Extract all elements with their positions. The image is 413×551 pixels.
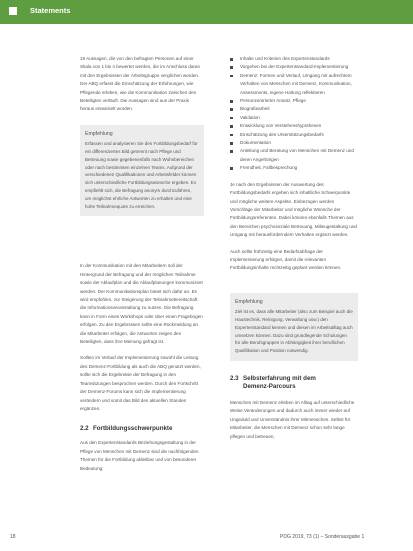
right-column [230,55,358,441]
list-item: Dokumentation [230,139,358,147]
list-item: Validation [230,114,358,122]
section-heading [80,425,204,433]
header-bar [0,0,413,24]
section-number: 2.2 [80,425,89,433]
paragraph: Aus den Expertenstandards Beziehungsgestaltung in der Pflege von Menschen mit Demenz sind die nachfolgenden Themen für die Fortbildung ableitbar und von besonderer Bedeutung: [80,440,199,471]
topic-list [230,55,358,173]
paragraph: In der Kommunikation mit den Mitarbeitern soll der Hintergrund der Befragung und der möglichen Teilnahme sowie der Ablaufplan und die Ablaufplanungen kommuniziert werden. Der Kommunikationsplan bietet sich dafür an. Es wird empfohlen, zur Steigerung der Teilnahmebereitschaft die Informationsveranstaltung zu nutzen. Die Befragung kann in Form eines Workshops oder über einen Fragebogen erfolgen. Zu den Ergebnissen sollte eine Rückmeldung an die Mitarbeiter erfolgen, die Antworten zeigen den Beteiligten, dass ihre Meinung gefragt ist. [80,263,203,345]
recommendation-body: Erfassen und analysieren Sie den Fortbildungsbedarf für ein differenziertes Bild getrennt nach Pflege und Betreuung sowie gegebenenfalls nach Wohnbereichen oder nach bestimmten einzelnen Teams. Aufgrund der verschiedenen Qualifikationen und Arbeitsfelder können sich unterschiedliche Fortbildungswünsche ergeben. Es empfiehlt sich, die Befragung anonym durchzuführen, um möglichst ehrliche Antworten zu erhalten und eine hohe Teilnahmequote zu erreichen. [85,141,198,209]
paragraph: Je nach den Ergebnissen der Auswertung des Fortbildungsbedarfs ergeben sich inhaltliche Schwerpunkte und mögliche weitere Aspekte. Einbezogen werden Vorschläge der Mitarbeiter und mögliche Wünsche der Fortbildungsreferenten. Dabei können ebenfalls Themen aus den Bereichen psychosoziale Betreuung, Milieugestaltung und Umgang mit herausforderndem Verhalten ergänzt werden. [230,181,357,238]
list-item: Einschätzung des Unterstützungsbedarfs [230,131,358,139]
left-column [80,55,204,473]
journal-citation: PDG 2019, 73 (1) – Sonderausgabe 1 [280,534,365,540]
section-title: Fortbildungsschwerpunkte [93,425,173,433]
list-item: Demenz: Formen und Verlauf, Umgang mit aufrechtem Verhalten von Menschen mit Demenz, Kommunikation, Assessments, eigene Haltung reflektieren [230,72,358,97]
list-item: Inhalte und Kriterien des Expertenstandards [230,55,358,63]
paragraph: Menschen mit Demenz erleben im Alltag auf unterschiedliche Weise Veränderungen und dadurch auch immer wieder auf Ungeduld und Unverständnis ihrer Mitmenschen. Selbst für Mitarbeiter, die Menschen mit Demenz schon sehr lange pflegen und betreuen, [230,399,355,439]
section-number: 2.3 [230,374,239,382]
header-square-icon [9,7,17,15]
recommendation-title: Empfehlung [85,130,113,137]
section-heading [230,375,358,391]
recommendation-box [80,125,204,217]
list-item: Personzentrierter Ansatz, Pflege [230,97,358,105]
list-item: Fremdheit, Fallbesprechung [230,164,358,172]
section-title-line-1: Selbsterfahrung mit dem [243,374,316,382]
recommendation-box [230,293,358,361]
page-number: 18 [10,534,16,540]
recommendation-body: Ziel ist es, dass alle Mitarbeiter (also zum Beispiel auch die Haustechnik, Reinigung, Verwaltung usw.) den Expertenstandard kennen und diesen im Arbeitsalltag auch umsetzen können. Dazu sind grundlegende Schulungen für alle Berufsgruppen in Abhängigkeit ihrer beruflichen Qualifikation und Position notwendig. [235,309,353,354]
paragraph: Sollten im Verlauf der Implementierung sowohl die Leitung des Demenz-Fortbildung als auch die ABQ genutzt werden, sollte sich die Ergebnisse der Befragung in den Teamsitzungen besprochen werden. Durch den Fortschritt der Demenz-Forums kann sich die Implementierung verändern und somit das Bild des aktuellen Standes ergänzen. [80,355,201,411]
recommendation-title: Empfehlung [235,298,263,305]
list-item: Vorgehen bei der Expertenstandard-Implementierung [230,63,358,71]
list-item: Biografiearbeit [230,105,358,113]
section-title-line-2: Demenz-Parcours [243,382,296,390]
section-header-title: Statements [30,6,71,15]
paragraph: 19 Aussagen, die von den befragten Personen auf einer Skala von 1 bis 4 bewertet werden, die im Anschluss daran mit den Ergebnissen der Arbeitsgruppe verglichen werden. Der ABQ erfasst die Einschätzung der Erfahrungen, wie Pflegende erleben, wie die Kommunikation zwischen den Beteiligten verläuft. Die Aussagen sind aus der Praxis heraus entwickelt worden. [80,56,201,112]
paragraph: Auch sollte frühzeitig eine Bedarfsabfrage der Implementierung erfolgen, damit die relevanten Fortbildungsinhalte rechtzeitig geplant werden können. [230,248,342,271]
list-item: Entwicklung von Verstehenshypothesen [230,122,358,130]
list-item: Anleitung und Beratung von Menschen mit Demenz und deren Angehörigen [230,147,358,164]
